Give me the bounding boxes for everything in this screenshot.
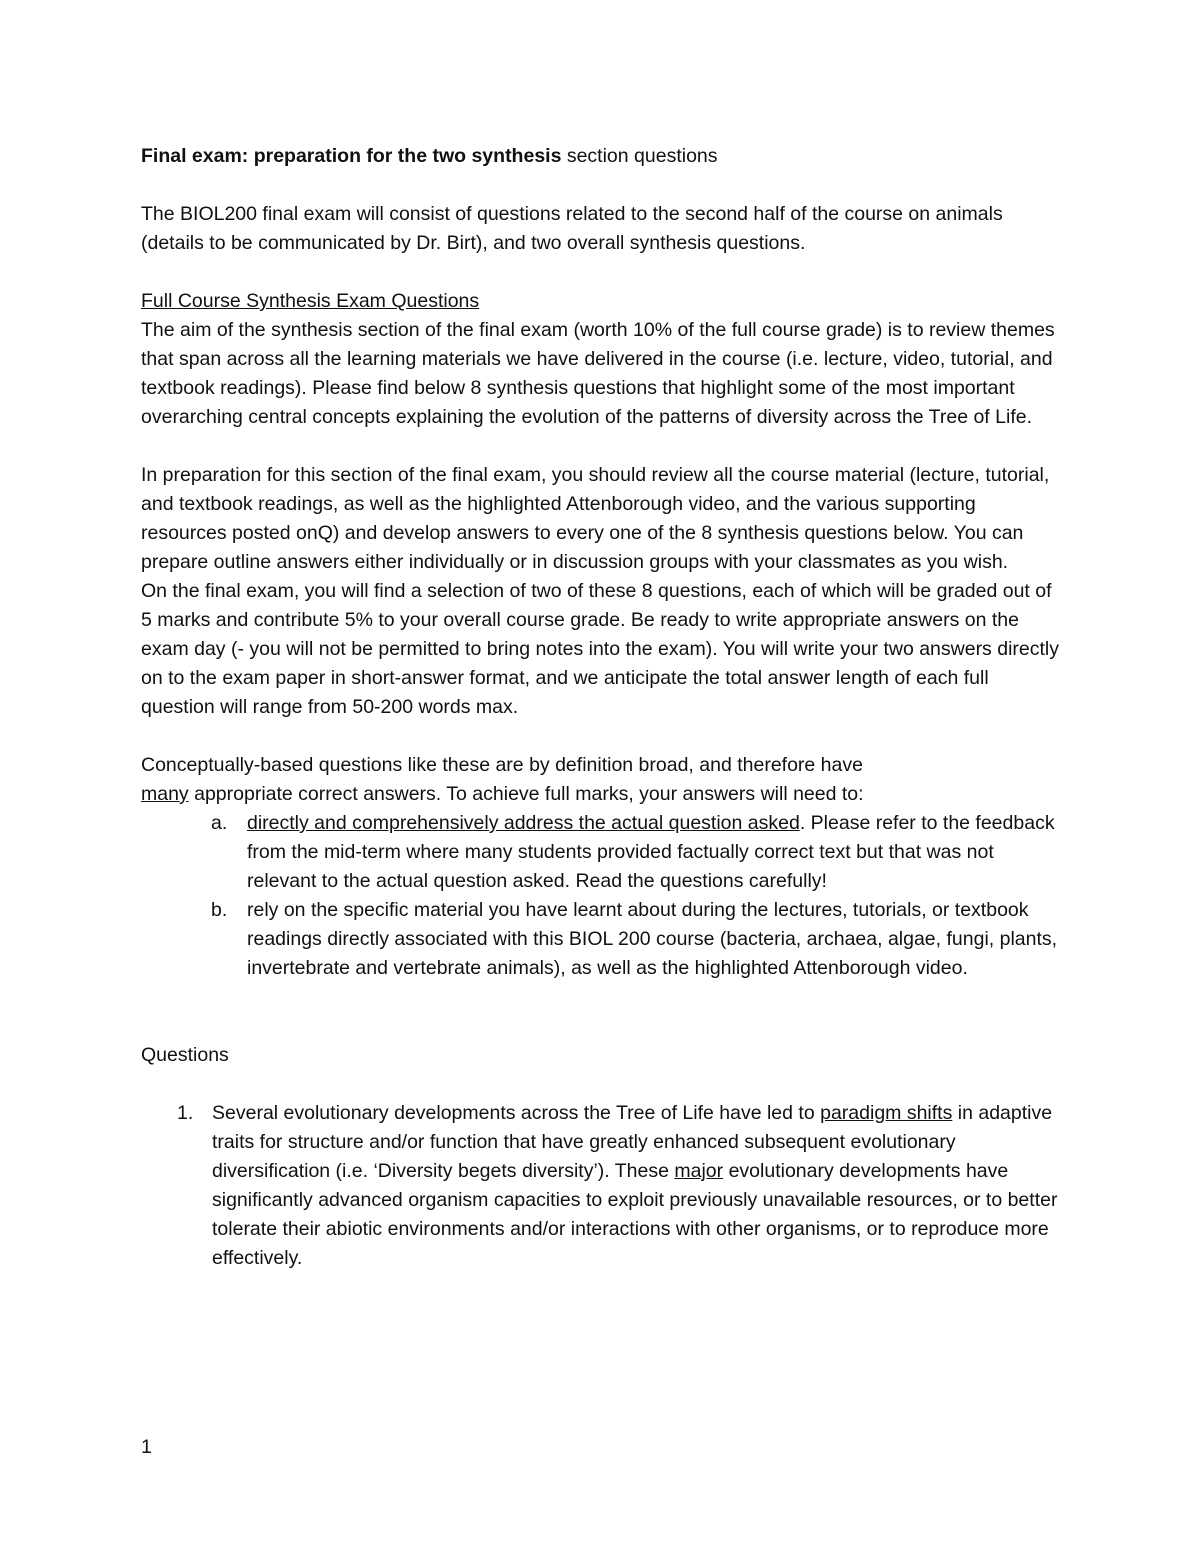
preparation-paragraph: In preparation for this section of the final exam, you should review all the course material (lecture, tutorial, and textbook readings, as well as the highlighted Attenborough video, and the various supporting resources posted onQ) and develop answers to every one of the 8 synthesis questions below. You can prepare outline answers either individually or in discussion groups with your classmates as you wish. (141, 464, 1050, 573)
title-bold: Final exam: preparation for the two synthesis (141, 145, 562, 167)
list-marker: a. (211, 812, 228, 834)
question-text-part3: evolutionary developments have significantly advanced organism capacities to exploit previously unavailable resources, or to better tolerate their abiotic environments and/or interactions with other organisms, or to reproduce more effectively. (212, 1160, 1058, 1269)
requirement-underlined: directly and comprehensively address the actual question asked (247, 812, 800, 834)
conceptual-paragraph (141, 751, 1061, 809)
intro-paragraph: The BIOL200 final exam will consist of questions related to the second half of the course on animals (details to be communicated by Dr. Birt), and two overall synthesis questions. (141, 203, 1003, 254)
questions-list (141, 1099, 1061, 1273)
question-text-part2: in adaptive traits for structure and/or function that have greatly enhanced subsequent evolutionary diversification (i.e. ‘Diversity begets diversity’). These (212, 1102, 1053, 1182)
requirement-text: . Please refer to the feedback from the mid-term where many students provided factually correct text but that was not relevant to the actual question asked. Read the questions carefully! (247, 812, 1055, 892)
conceptual-many: many (141, 783, 189, 805)
title-regular: section questions (561, 145, 718, 167)
document-page (141, 142, 1061, 1273)
question-number: 1. (177, 1102, 194, 1124)
conceptual-intro: Conceptually-based questions like these are by definition broad, and therefore have (141, 754, 863, 776)
conceptual-rest: appropriate correct answers. To achieve full marks, your answers will need to: (188, 783, 864, 805)
question-item (141, 1099, 1061, 1273)
section-heading: Full Course Synthesis Exam Questions (141, 290, 480, 312)
page-title (141, 142, 1061, 171)
exam-format-paragraph: On the final exam, you will find a selection of two of these 8 questions, each of which will be graded out of 5 marks and contribute 5% to your overall course grade. Be ready to write appropriate answers on the exam day (- you will not be permitted to bring notes into the exam). You will write your two answers directly on to the exam paper in short-answer format, and we anticipate the total answer length of each full question will range from 50-200 words max. (141, 580, 1059, 718)
question-underline-major: major (674, 1160, 724, 1182)
list-item (141, 896, 1061, 983)
requirement-text: rely on the specific material you have learnt about during the lectures, tutorials, or textbook readings directly associated with this BIOL 200 course (bacteria, archaea, algae, fungi, plants, invertebrate and vertebrate animals), as well as the highlighted Attenborough video. (247, 899, 1058, 979)
list-marker: b. (211, 899, 228, 921)
questions-heading: Questions (141, 1044, 229, 1066)
list-item (141, 809, 1061, 896)
question-text-part1: Several evolutionary developments across the Tree of Life have led to (212, 1102, 821, 1124)
question-underline-paradigm: paradigm shifts (820, 1102, 953, 1124)
aim-paragraph: The aim of the synthesis section of the final exam (worth 10% of the full course grade) is to review themes that span across all the learning materials we have delivered in the course (i.e. lecture, video, tutorial, and textbook readings). Please find below 8 synthesis questions that highlight some of the most important overarching central concepts explaining the evolution of the patterns of diversity across the Tree of Life. (141, 319, 1055, 428)
requirements-list (141, 809, 1061, 983)
page-number: 1 (141, 1436, 152, 1458)
